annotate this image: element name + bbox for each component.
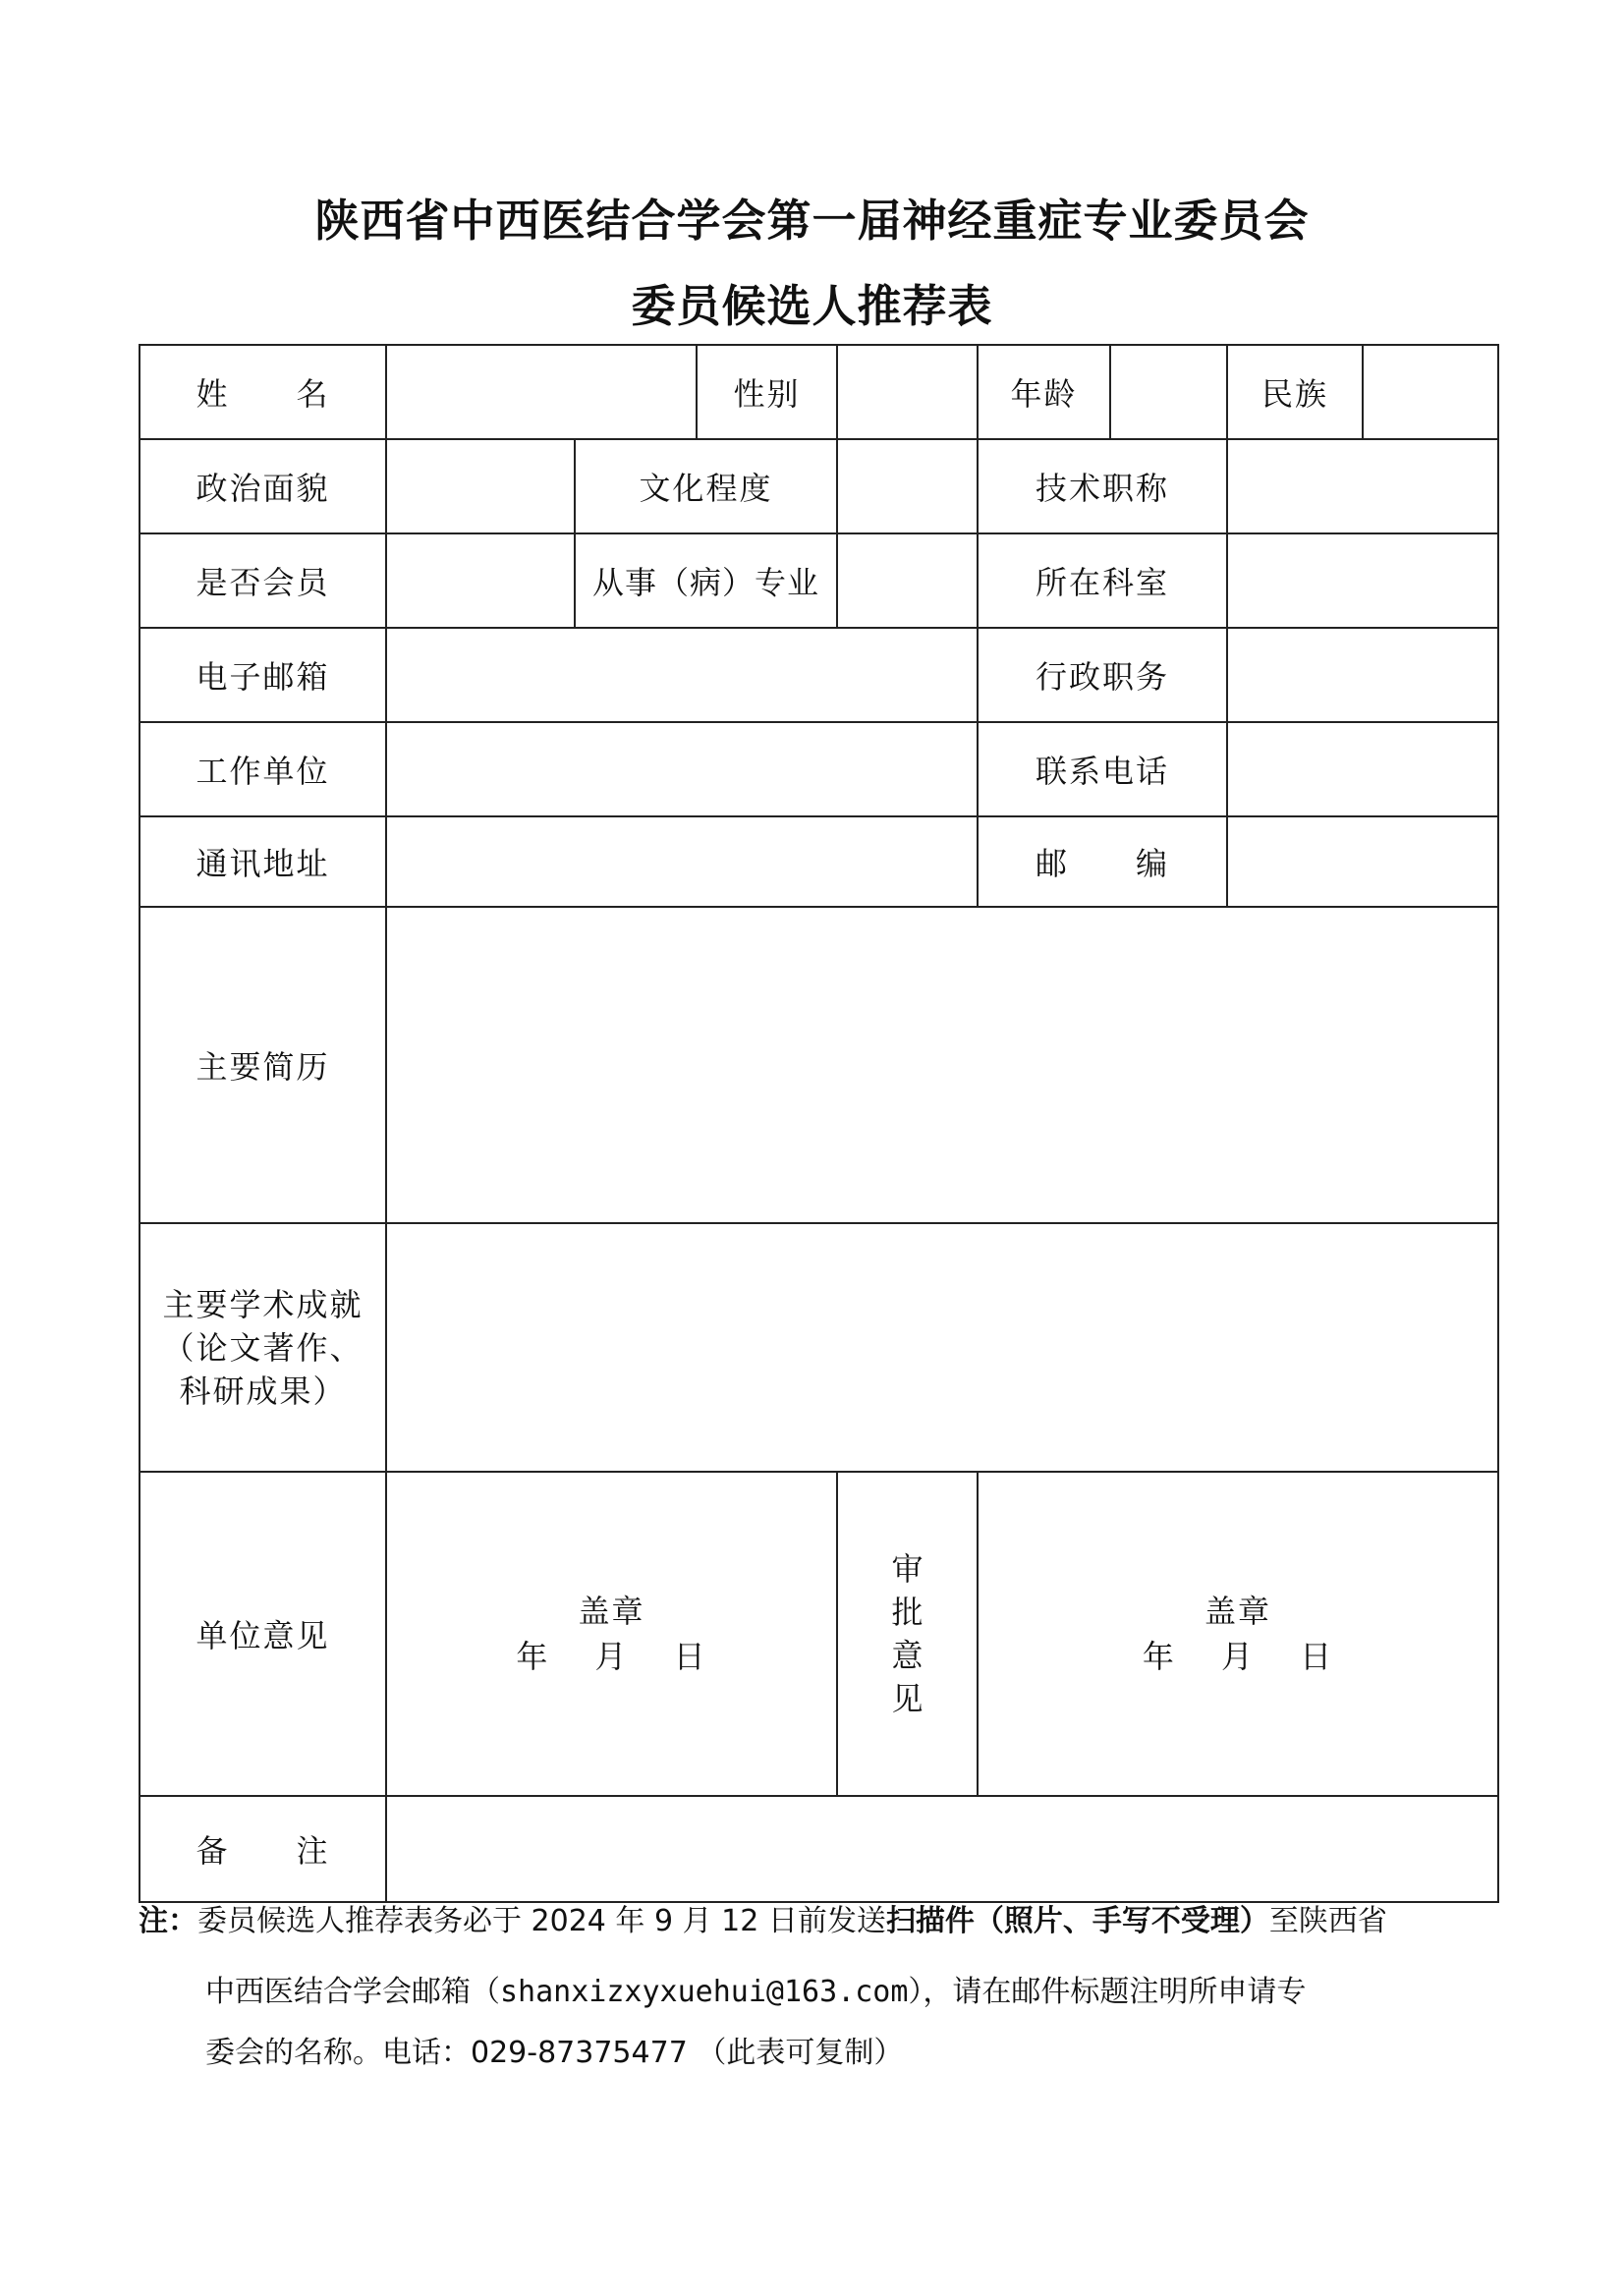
- department-label: 所在科室: [978, 533, 1227, 628]
- row-address: [140, 816, 1498, 907]
- note-line-1: [139, 1898, 1504, 1945]
- achievements-field[interactable]: [386, 1223, 1498, 1472]
- email-field[interactable]: [386, 628, 978, 722]
- political-status-field[interactable]: [386, 439, 575, 533]
- name-label: 姓 名: [140, 345, 386, 439]
- title-field[interactable]: [1227, 439, 1498, 533]
- postcode-field[interactable]: [1227, 816, 1498, 907]
- note-prefix: 注：: [139, 1904, 197, 1938]
- gender-field[interactable]: [837, 345, 978, 439]
- admin-position-label: 行政职务: [978, 628, 1227, 722]
- form-title: 陕西省中西医结合学会第一届神经重症专业委员会: [314, 195, 1310, 247]
- note-line2-pre: 中西医结合学会邮箱（: [205, 1975, 500, 2009]
- remarks-label: 备 注: [140, 1796, 386, 1902]
- is-member-label: 是否会员: [140, 533, 386, 628]
- specialty-label: 从事（病）专业: [575, 533, 837, 628]
- age-label: 年龄: [978, 345, 1110, 439]
- specialty-field[interactable]: [837, 533, 978, 628]
- contact-email: shanxizxyxuehui@163.com: [500, 1975, 909, 2009]
- unit-opinion-field[interactable]: [386, 1472, 837, 1796]
- ethnicity-label: 民族: [1227, 345, 1363, 439]
- remarks-field[interactable]: [386, 1796, 1498, 1902]
- row-opinions: [140, 1472, 1498, 1796]
- note-text-1: 委员候选人推荐表务必于 2024 年 9 月 12 日前发送: [197, 1904, 886, 1938]
- row-email: [140, 628, 1498, 722]
- row-resume: [140, 907, 1498, 1223]
- recommendation-form-table: [139, 344, 1499, 1903]
- postcode-label: 邮 编: [978, 816, 1227, 907]
- unit-opinion-label: 单位意见: [140, 1472, 386, 1796]
- ethnicity-field[interactable]: [1363, 345, 1498, 439]
- row-membership: [140, 533, 1498, 628]
- row-workplace: [140, 722, 1498, 816]
- row-achievements: [140, 1223, 1498, 1472]
- address-field[interactable]: [386, 816, 978, 907]
- workplace-field[interactable]: [386, 722, 978, 816]
- workplace-label: 工作单位: [140, 722, 386, 816]
- education-field[interactable]: [837, 439, 978, 533]
- note-line-2: [205, 1969, 1502, 2016]
- admin-position-field[interactable]: [1227, 628, 1498, 722]
- email-label: 电子邮箱: [140, 628, 386, 722]
- phone-label: 联系电话: [978, 722, 1227, 816]
- approval-date-label: 年 月 日: [1142, 1638, 1334, 1675]
- name-field[interactable]: [386, 345, 697, 439]
- approval-opinion-text: 审批意见: [891, 1550, 924, 1717]
- note-line-3: 委会的名称。电话：029-87375477 （此表可复制）: [205, 2036, 904, 2070]
- approval-opinion-field[interactable]: [978, 1472, 1498, 1796]
- approval-stamp-label: 盖章: [1204, 1593, 1271, 1630]
- address-label: 通讯地址: [140, 816, 386, 907]
- row-political-status: [140, 439, 1498, 533]
- phone-field[interactable]: [1227, 722, 1498, 816]
- department-field[interactable]: [1227, 533, 1498, 628]
- note-line2-post: ），请在邮件标题注明所申请专: [908, 1975, 1307, 2009]
- resume-field[interactable]: [386, 907, 1498, 1223]
- age-field[interactable]: [1110, 345, 1227, 439]
- note-text-2: 至陕西省: [1268, 1904, 1387, 1938]
- political-status-label: 政治面貌: [140, 439, 386, 533]
- approval-opinion-label: [837, 1472, 978, 1796]
- title-label: 技术职称: [978, 439, 1227, 533]
- note-bold-text: 扫描件（照片、手写不受理）: [885, 1904, 1269, 1938]
- unit-date-label: 年 月 日: [516, 1638, 707, 1675]
- achievements-label: 主要学术成就（论文著作、科研成果）: [140, 1223, 386, 1472]
- gender-label: 性别: [697, 345, 837, 439]
- education-label: 文化程度: [575, 439, 837, 533]
- unit-stamp-label: 盖章: [578, 1593, 645, 1630]
- resume-label: 主要简历: [140, 907, 386, 1223]
- row-basic-info: [140, 345, 1498, 439]
- row-remarks: [140, 1796, 1498, 1902]
- is-member-field[interactable]: [386, 533, 575, 628]
- form-subtitle: 委员候选人推荐表: [631, 280, 993, 332]
